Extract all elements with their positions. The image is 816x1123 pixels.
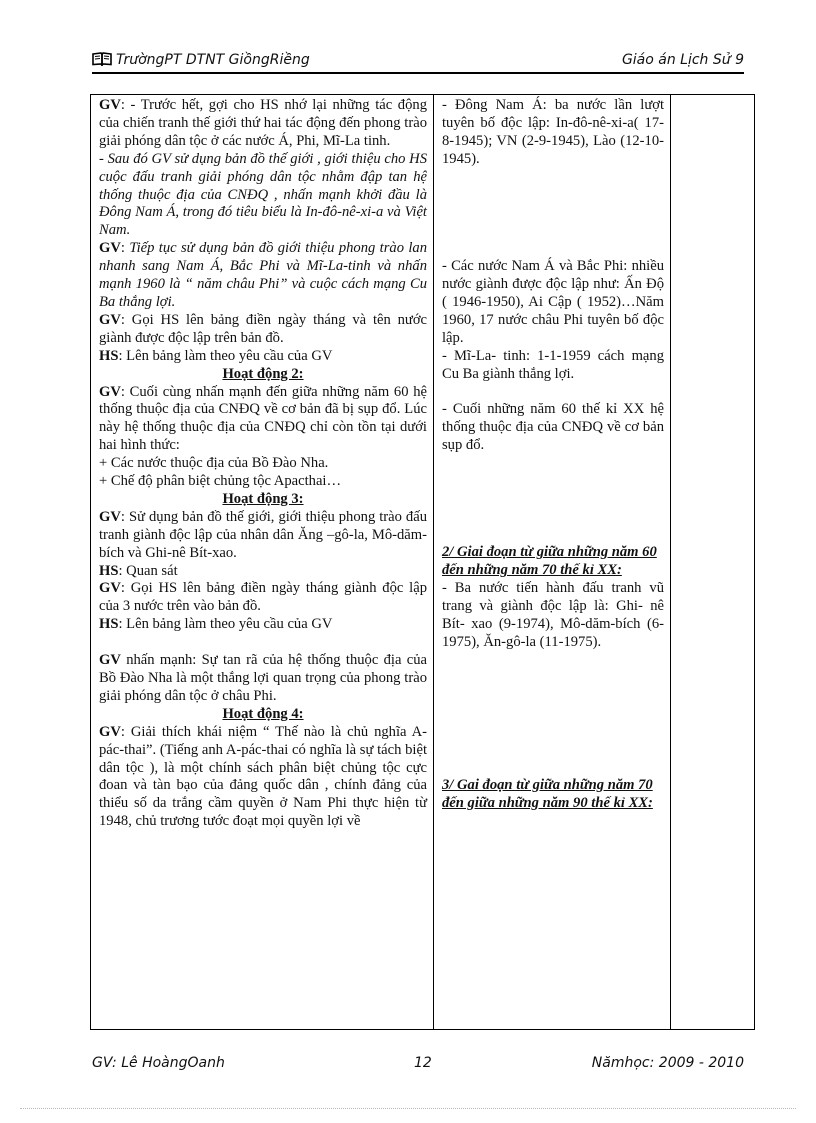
speaker-label: HS: [99, 562, 119, 579]
lesson-table: [90, 94, 755, 1030]
paragraph-gap: [442, 187, 664, 205]
page-header: [92, 52, 744, 74]
activity-text: Gọi HS lên bảng điền ngày tháng và tên nước giành được độc lập trên bản đồ.: [99, 311, 428, 346]
activity-paragraph: [99, 312, 427, 348]
speaker-label: HS: [99, 347, 119, 364]
subject-title: Giáo án Lịch Sử 9: [621, 52, 744, 68]
paragraph-gap: [442, 723, 664, 741]
paragraph-gap: [442, 527, 664, 545]
content-column: [434, 95, 671, 1030]
paragraph-gap: [442, 383, 664, 401]
speaker-label: GV: [99, 97, 121, 113]
activity-heading: [99, 366, 427, 384]
activity-paragraph: [99, 348, 427, 366]
activity-paragraph: [99, 455, 427, 473]
activity-paragraph: [99, 580, 427, 616]
paragraph-gap: [442, 759, 664, 777]
speaker-label: GV: [99, 383, 121, 400]
activity-paragraph: [99, 652, 427, 706]
teacher-activity-column: [91, 95, 434, 1030]
section-heading: 3/ Gai đoạn từ giữa những năm 70 đến giữa những năm 90 thế kỉ XX:: [442, 777, 653, 812]
activity-text: Giải thích khái niệm “ Thế nào là chủ nghĩa A-pác-thai”. (Tiếng anh A-pác-thai có nghĩa là sự tách biệt dân tộc ), là một chính sách phân biệt chủng tộc cực đoan và tàn bạo của đảng quốc dân , chính đảng của thiểu số da trắng cầm quyền ở Nam Phi thực hiện từ 1948, chủ trương tước đoạt mọi quyền lợi về: [99, 723, 427, 830]
paragraph-gap: [442, 240, 664, 258]
page-edge-divider: [20, 1108, 796, 1109]
activity-paragraph: [99, 240, 427, 312]
speaker-separator: :: [118, 616, 127, 633]
school-name: TrườngPT DTNT GiồngRiềng: [116, 52, 310, 68]
paragraph-gap: [442, 455, 664, 473]
book-icon: [92, 52, 112, 66]
content-paragraph: - Các nước Nam Á và Bắc Phi: nhiều nước giành được độc lập như: Ấn Độ ( 1946-1950), Ai Cập ( 1952)…Năm 1960, 17 nước châu Phi tuyên bố độc lập.: [442, 258, 664, 346]
speaker-label: GV: [99, 723, 121, 740]
activity-paragraph: [99, 724, 427, 831]
activity-text: Sử dụng bản đồ thế giới, giới thiệu phong trào đấu tranh giành độc lập của nhân dân Ăng –gô-la, Mô-dăm-bích và Ghi-nê Bít-xao.: [99, 508, 428, 561]
activity-text: nhấn mạnh: Sự tan rã của hệ thống thuộc địa của Bồ Đào Nha là một thắng lợi quan trọng của phong trào giải phóng dân tộc ở châu Phi.: [99, 652, 428, 704]
speaker-label: GV: [99, 311, 121, 328]
activity-text: Quan sát: [126, 562, 178, 579]
activity-text: Tiếp tục sử dụng bản đồ giới thiệu phong trào lan nhanh sang Nam Á, Bắc Phi và Mĩ-La-tinh và nhấn mạnh 1960 là “ năm châu Phi” và cuộc cách mạng Cu Ba thắng lợi.: [99, 240, 427, 310]
activity-paragraph: [99, 97, 427, 151]
content-paragraph: - Cuối những năm 60 thế kỉ XX hệ thống thuộc địa của CNĐQ về cơ bản sụp đổ.: [442, 401, 664, 454]
speaker-separator: :: [118, 562, 127, 579]
paragraph-gap: [442, 169, 664, 187]
activity-text: Gọi HS lên bảng điền ngày tháng giành độc lập của 3 nước trên vào bản đồ.: [99, 580, 428, 615]
paragraph-gap: [442, 741, 664, 759]
activity-paragraph: [99, 616, 427, 634]
content-paragraph: - Mĩ-La- tinh: 1-1-1959 cách mạng Cu Ba giành thắng lợi.: [442, 347, 664, 382]
paragraph-gap: [99, 634, 427, 652]
paragraph-gap: [442, 509, 664, 527]
paragraph-gap: [442, 688, 664, 706]
activity-paragraph: [99, 563, 427, 581]
activity-heading: [99, 491, 427, 509]
activity-text: Lên bảng làm theo yêu cầu của GV: [126, 347, 333, 364]
activity-paragraph: [99, 151, 427, 241]
paragraph-gap: [442, 706, 664, 724]
school-name-group: [92, 52, 310, 68]
activity-text: Lên bảng làm theo yêu cầu của GV: [126, 616, 333, 633]
school-year: Nămhọc: 2009 - 2010: [591, 1055, 744, 1071]
paragraph-gap: [442, 491, 664, 509]
speaker-label: GV: [99, 508, 121, 525]
activity-text: Cuối cùng nhấn mạnh đến giữa những năm 60 hệ thống thuộc địa của CNĐQ về cơ bản đã bị sụp đổ. Lúc này hệ thống thuộc địa của CNĐQ chỉ còn tồn tại dưới hai hình thức:: [99, 383, 427, 454]
activity-heading-text: Hoạt động 3:: [222, 490, 304, 507]
activity-text: + Các nước thuộc địa của Bồ Đào Nha.: [99, 455, 329, 472]
teacher-name: GV: Lê HoàngOanh: [92, 1055, 225, 1071]
speaker-label: GV: [99, 240, 121, 257]
activity-heading-text: Hoạt động 4:: [222, 705, 304, 722]
page-footer: [92, 1055, 744, 1075]
speaker-label: HS: [99, 616, 119, 633]
speaker-separator: :: [118, 347, 127, 364]
speaker-label: GV: [99, 580, 121, 597]
notes-column: [671, 95, 755, 1030]
activity-text: - Sau đó GV sử dụng bản đồ thế giới , giới thiệu cho HS cuộc đấu tranh giải phóng dân tộc nhằm đập tan hệ thống thuộc địa của CNĐQ , nhấn mạnh khởi đầu là Đông Nam Á, trong đó tiêu biểu là In-đô-nê-xi-a và Việt Nam.: [99, 150, 427, 239]
page-number: 12: [414, 1055, 432, 1071]
speaker-separator: :: [120, 580, 131, 597]
speaker-label: GV: [99, 652, 121, 669]
activity-paragraph: [99, 509, 427, 563]
activity-paragraph: [99, 473, 427, 491]
content-paragraph: - Ba nước tiến hành đấu tranh vũ trang và giành độc lập là: Ghi- nê Bít- xao (9-1974), Mô-dăm-bích (6-1975), Ăn-gô-la (11-1975).: [442, 580, 664, 651]
paragraph-gap: [442, 473, 664, 491]
speaker-separator: :: [120, 97, 131, 113]
speaker-separator: :: [120, 383, 130, 400]
speaker-separator: :: [120, 240, 130, 257]
section-heading: 2/ Giai đoạn từ giữa những năm 60 đến những năm 70 thế kỉ XX:: [442, 544, 657, 579]
paragraph-gap: [442, 670, 664, 688]
speaker-separator: :: [120, 508, 129, 525]
speaker-separator: :: [120, 311, 132, 328]
activity-heading-text: Hoạt động 2:: [222, 365, 304, 382]
speaker-separator: :: [120, 723, 131, 740]
activity-paragraph: [99, 384, 427, 456]
content-paragraph: - Đông Nam Á: ba nước lần lượt tuyên bố độc lập: In-đô-nê-xi-a( 17-8-1945); VN (2-9-1945), Lào (12-10-1945).: [442, 97, 664, 167]
paragraph-gap: [442, 204, 664, 222]
paragraph-gap: [442, 222, 664, 240]
paragraph-gap: [442, 652, 664, 670]
activity-text: + Chế độ phân biệt chủng tộc Apacthai…: [99, 473, 342, 490]
activity-heading: [99, 706, 427, 724]
activity-text: - Trước hết, gợi cho HS nhớ lại những tác động của chiến tranh thế giới thứ hai tác động đến phong trào giải phóng dân tộc ở các nước Á, Phi, Mĩ-La tinh.: [99, 97, 427, 149]
